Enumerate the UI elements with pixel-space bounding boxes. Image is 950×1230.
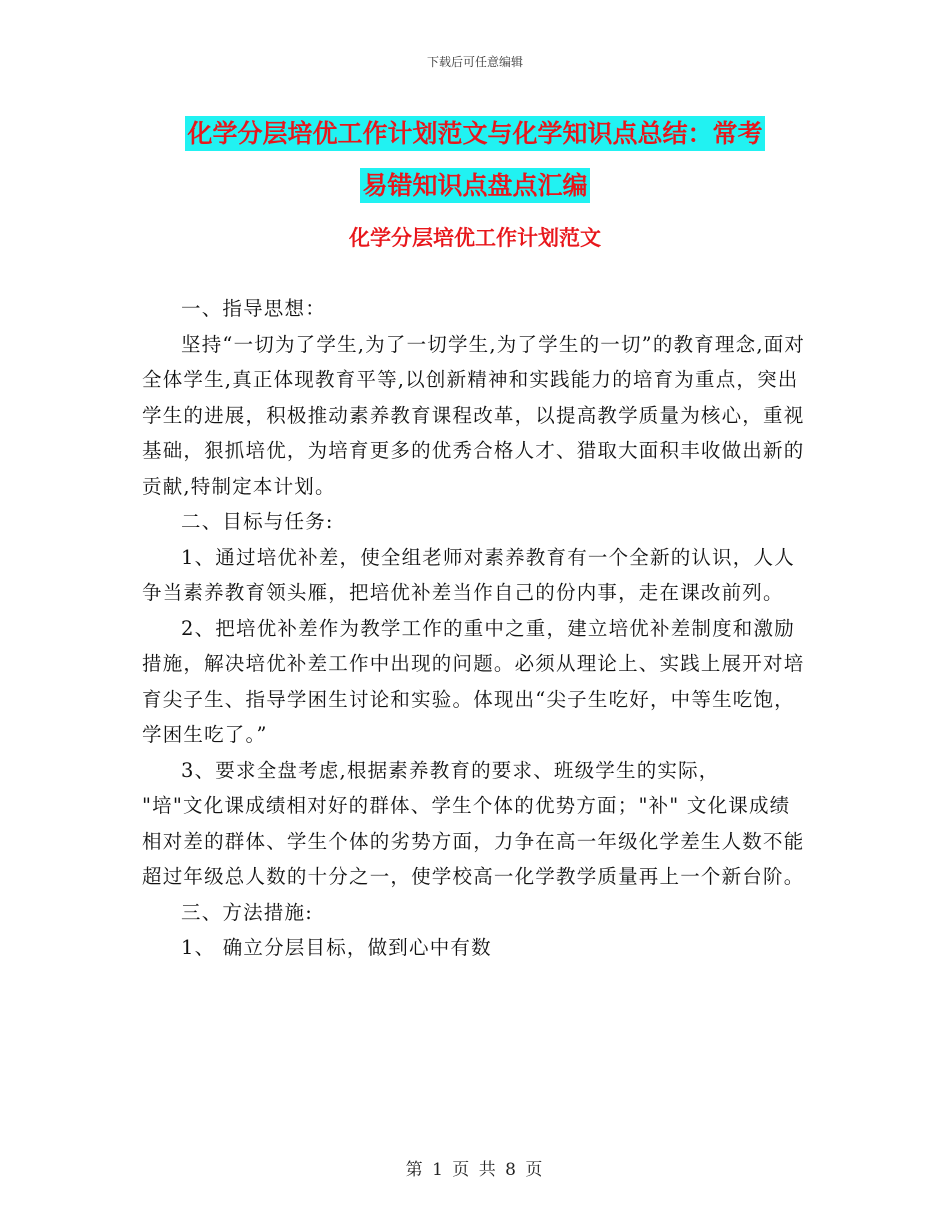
document-body: [142, 291, 808, 966]
page-header-note: 下载后可任意编辑: [426, 55, 523, 69]
section-title: 化学分层培优工作计划范文: [349, 226, 601, 250]
heading-goals-tasks: 二、目标与任务:: [181, 510, 334, 533]
paragraph-goal-3-cont: "培"文化课成绩相对好的群体、学生个体的优势方面；"补" 文化课成绩相对差的群体、学生个体的劣势方面，力争在高一年级化学差生人数不能超过年级总人数的十分之一，使学校高一化学教学质量再上一个新台阶。: [142, 794, 805, 888]
document-title-line-1: 化学分层培优工作计划范文与化学知识点总结：常考: [185, 116, 764, 151]
paragraph-method-1: 1、 确立分层目标，做到心中有数: [181, 936, 492, 959]
page-number: 第 1 页 共 8 页: [405, 1160, 545, 1180]
heading-methods: 三、方法措施:: [181, 900, 313, 924]
paragraph-goal-1: 1、通过培优补差，使全组老师对素养教育有一个全新的认识，人人争当素养教育领头雁，把培优补差当作自己的份内事，走在课改前列。: [142, 545, 795, 604]
paragraph-goal-3: 3、要求全盘考虑,根据素养教育的要求、班级学生的实际，: [181, 758, 720, 782]
document-title-line-2: 易错知识点盘点汇编: [360, 168, 589, 203]
heading-guiding-thought: 一、指导思想：: [181, 297, 326, 320]
document-title: [150, 108, 800, 212]
paragraph-guiding-thought: 坚持“一切为了学生,为了一切学生,为了学生的一切”的教育理念,面对全体学生,真正体现教育平等,以创新精神和实践能力的培育为重点，突出学生的进展，积极推动素养教育课程改革，以提高教学质量为核心，重视基础，狠抓培优，为培育更多的优秀合格人才、猎取大面积丰收做出新的贡献,特制定本计划。: [142, 332, 806, 498]
paragraph-goal-2: 2、把培优补差作为教学工作的重中之重，建立培优补差制度和激励措施，解决培优补差工作中出现的问题。必须从理论上、实践上展开对培育尖子生、指导学困生讨论和实验。体现出“尖子生吃好，中等生吃饱，学困生吃了。”: [142, 616, 805, 746]
